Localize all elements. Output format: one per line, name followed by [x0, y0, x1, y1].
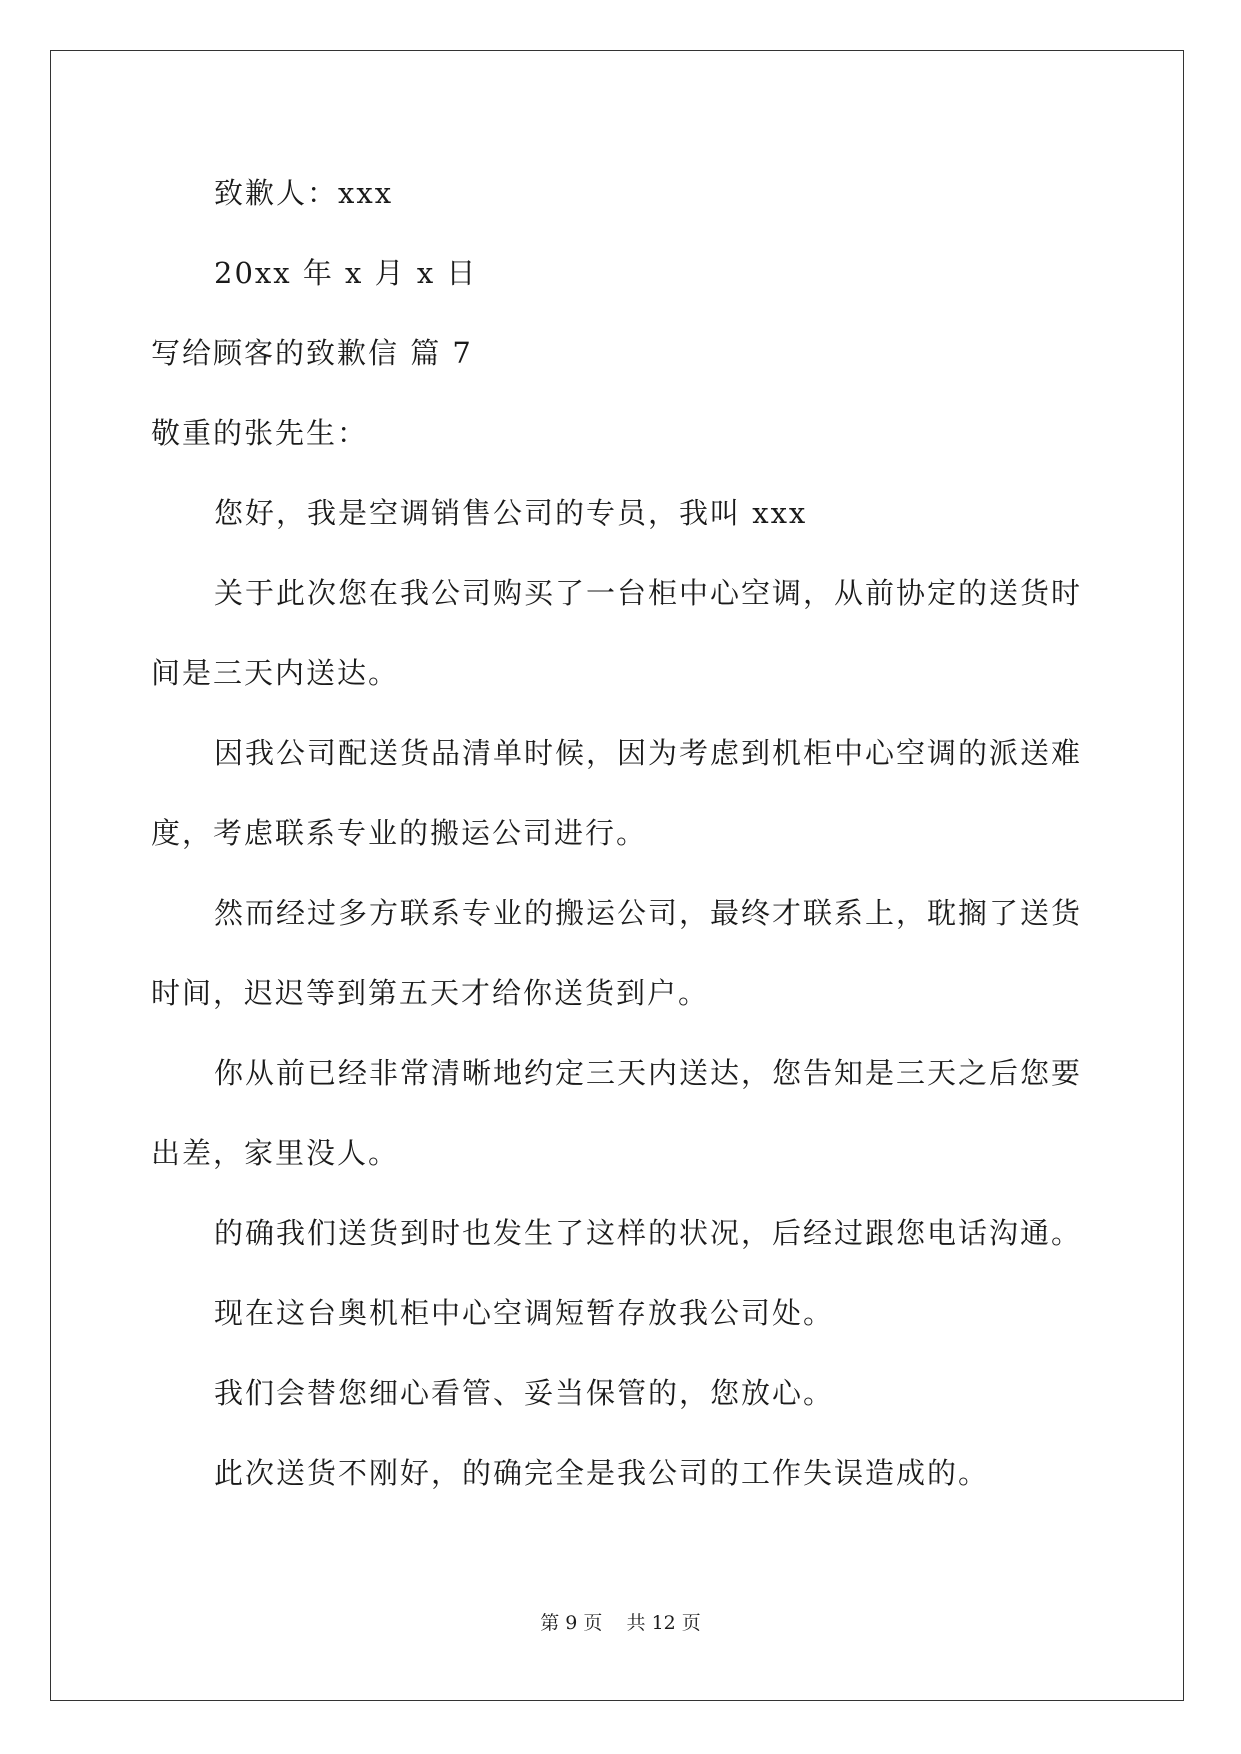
paragraph-line: 然而经过多方联系专业的搬运公司，最终才联系上，耽搁了送货 [214, 896, 1083, 930]
date-line: 20xx 年 x 月 x 日 [214, 256, 478, 290]
paragraph-line: 间是三天内送达。 [151, 656, 400, 690]
paragraph-line: 时间，迟迟等到第五天才给你送货到户。 [151, 976, 710, 1010]
paragraph-greeting: 您好，我是空调销售公司的专员，我叫 xxx [214, 496, 808, 530]
paragraph-line: 的确我们送货到时也发生了这样的状况，后经过跟您电话沟通。 [214, 1216, 1083, 1250]
section-heading: 写给顾客的致歉信 篇 7 [151, 336, 473, 370]
page-border [50, 50, 1184, 1701]
paragraph-line: 因我公司配送货品清单时候，因为考虑到机柜中心空调的派送难 [214, 736, 1083, 770]
paragraph-line: 关于此次您在我公司购买了一台柜中心空调，从前协定的送货时 [214, 576, 1083, 610]
paragraph-line: 我们会替您细心看管、妥当保管的，您放心。 [214, 1376, 835, 1410]
signature-line: 致歉人：xxx [214, 176, 394, 210]
salutation: 敬重的张先生： [151, 416, 369, 450]
paragraph-line: 现在这台奥机柜中心空调短暂存放我公司处。 [214, 1296, 835, 1330]
paragraph-line: 度，考虑联系专业的搬运公司进行。 [151, 816, 648, 850]
page-number-footer: 第 9 页 共 12 页 [540, 1612, 701, 1634]
paragraph-line: 此次送货不刚好，的确完全是我公司的工作失误造成的。 [214, 1456, 990, 1490]
paragraph-line: 你从前已经非常清晰地约定三天内送达，您告知是三天之后您要 [214, 1056, 1083, 1090]
paragraph-line: 出差，家里没人。 [151, 1136, 400, 1170]
